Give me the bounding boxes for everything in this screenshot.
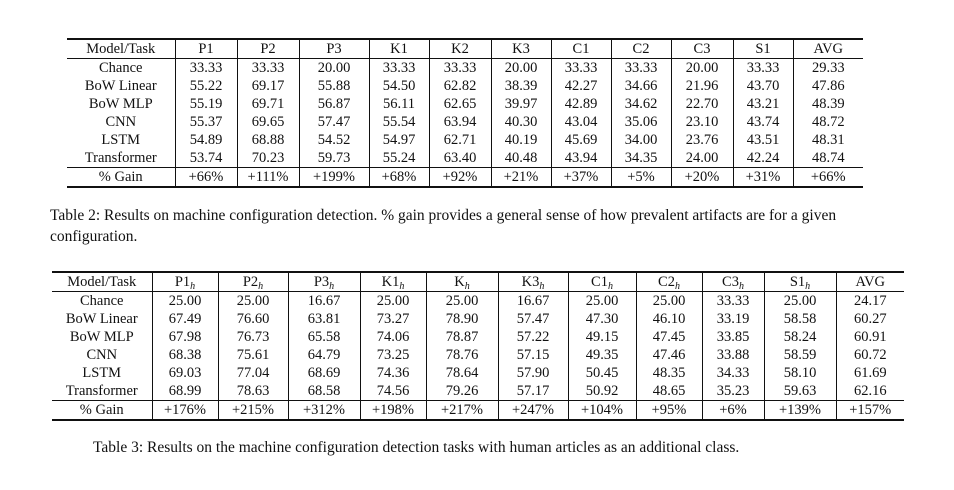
- table-cell: 46.10: [636, 310, 702, 328]
- table-cell: 39.97: [491, 95, 551, 113]
- column-header: [636, 272, 702, 292]
- table-cell: 53.74: [175, 149, 237, 168]
- column-header-subscript: h: [258, 281, 264, 292]
- table-row: [67, 95, 863, 113]
- table-cell: 25.00: [218, 292, 288, 311]
- row-label: % Gain: [67, 168, 175, 188]
- column-header: [498, 272, 568, 292]
- column-header-label: K: [454, 274, 465, 290]
- gain-cell: +198%: [360, 401, 426, 421]
- table-row: [67, 149, 863, 168]
- table-cell: 54.97: [369, 131, 429, 149]
- table-cell: 65.58: [288, 328, 360, 346]
- table-cell: 49.35: [568, 346, 636, 364]
- column-header: [152, 272, 218, 292]
- table-cell: 43.51: [733, 131, 793, 149]
- table-cell: 48.72: [793, 113, 863, 131]
- table-cell: 23.10: [671, 113, 733, 131]
- table-cell: 48.39: [793, 95, 863, 113]
- table-cell: 43.21: [733, 95, 793, 113]
- column-header-label: S1: [789, 274, 806, 290]
- table-cell: 47.45: [636, 328, 702, 346]
- table-cell: 55.54: [369, 113, 429, 131]
- row-label: CNN: [86, 347, 118, 363]
- gain-cell: +68%: [369, 168, 429, 188]
- column-header-subscript: h: [464, 281, 470, 292]
- table-cell: 67.49: [152, 310, 218, 328]
- table-row: [52, 364, 904, 382]
- table-cell: 49.15: [568, 328, 636, 346]
- table-cell: 63.40: [429, 149, 491, 168]
- table-row: [52, 382, 904, 401]
- table-cell: 43.94: [551, 149, 611, 168]
- table-cell: 48.31: [793, 131, 863, 149]
- table-cell: 42.89: [551, 95, 611, 113]
- table-cell: 68.69: [288, 364, 360, 382]
- table-cell: 59.63: [764, 382, 836, 401]
- column-header-subscript: h: [607, 281, 613, 292]
- row-label: BoW MLP: [88, 96, 153, 112]
- table-2-caption: Table 2: Results on machine configuration detection. % gain provides a general sense of how prevalent artifacts are for a given configuration.: [50, 207, 837, 245]
- gain-cell: +139%: [764, 401, 836, 421]
- table-cell: 73.27: [360, 310, 426, 328]
- table-cell: 43.70: [733, 77, 793, 95]
- table-cell: 33.33: [175, 59, 237, 78]
- table-cell: 34.66: [611, 77, 671, 95]
- table-cell: 61.69: [836, 364, 904, 382]
- table-cell: 34.00: [611, 131, 671, 149]
- row-label: Chance: [80, 293, 124, 309]
- table-cell: 50.92: [568, 382, 636, 401]
- column-header: [426, 272, 498, 292]
- table-cell: 47.86: [793, 77, 863, 95]
- gain-cell: +104%: [568, 401, 636, 421]
- table-cell: 74.06: [360, 328, 426, 346]
- column-header: [836, 272, 904, 292]
- column-header: C2: [611, 39, 671, 59]
- gain-row: [67, 168, 863, 188]
- table-cell: 57.90: [498, 364, 568, 382]
- table-cell: 58.58: [764, 310, 836, 328]
- column-header: [288, 272, 360, 292]
- row-label: Chance: [99, 60, 143, 76]
- gain-cell: +247%: [498, 401, 568, 421]
- table-cell: 40.48: [491, 149, 551, 168]
- column-header-label: C3: [722, 274, 739, 290]
- table-cell: 67.98: [152, 328, 218, 346]
- table-cell: 42.27: [551, 77, 611, 95]
- table-cell: 58.10: [764, 364, 836, 382]
- table-cell: 54.50: [369, 77, 429, 95]
- table-cell: 70.23: [237, 149, 299, 168]
- table-cell: 57.47: [498, 310, 568, 328]
- table-cell: 48.35: [636, 364, 702, 382]
- table-cell: 47.30: [568, 310, 636, 328]
- column-header-subscript: h: [805, 281, 811, 292]
- column-header: C3: [671, 39, 733, 59]
- table-cell: 48.74: [793, 149, 863, 168]
- gain-cell: +92%: [429, 168, 491, 188]
- table-row: [52, 328, 904, 346]
- gain-cell: +66%: [793, 168, 863, 188]
- table-cell: 78.64: [426, 364, 498, 382]
- table-cell: 63.94: [429, 113, 491, 131]
- table-cell: 59.73: [299, 149, 369, 168]
- table-cell: 73.25: [360, 346, 426, 364]
- gain-cell: +217%: [426, 401, 498, 421]
- table-cell: 68.38: [152, 346, 218, 364]
- gain-cell: +31%: [733, 168, 793, 188]
- table-cell: 33.33: [551, 59, 611, 78]
- gain-row: [52, 401, 904, 421]
- gain-cell: +37%: [551, 168, 611, 188]
- table-cell: 74.36: [360, 364, 426, 382]
- column-header: [360, 272, 426, 292]
- column-header-subscript: h: [539, 281, 545, 292]
- table-cell: 33.33: [702, 292, 764, 311]
- table-cell: 57.17: [498, 382, 568, 401]
- table-cell: 68.99: [152, 382, 218, 401]
- table-cell: 69.17: [237, 77, 299, 95]
- table-cell: 23.76: [671, 131, 733, 149]
- table-cell: 62.82: [429, 77, 491, 95]
- table-cell: 38.39: [491, 77, 551, 95]
- table-cell: 16.67: [498, 292, 568, 311]
- table-cell: 54.89: [175, 131, 237, 149]
- table-cell: 57.47: [299, 113, 369, 131]
- table-row: [52, 346, 904, 364]
- row-label: % Gain: [52, 401, 152, 421]
- table-cell: 33.19: [702, 310, 764, 328]
- table-cell: 25.00: [636, 292, 702, 311]
- table-cell: 78.76: [426, 346, 498, 364]
- gain-cell: +157%: [836, 401, 904, 421]
- table-cell: 43.74: [733, 113, 793, 131]
- table-row: [67, 113, 863, 131]
- table-cell: 25.00: [764, 292, 836, 311]
- gain-cell: +176%: [152, 401, 218, 421]
- table-cell: 24.17: [836, 292, 904, 311]
- table-cell: 56.87: [299, 95, 369, 113]
- table-row: [67, 131, 863, 149]
- table-cell: 63.81: [288, 310, 360, 328]
- row-label: BoW MLP: [69, 329, 134, 345]
- table-cell: 20.00: [671, 59, 733, 78]
- table-cell: 33.33: [237, 59, 299, 78]
- table-cell: 20.00: [491, 59, 551, 78]
- column-header-label: AVG: [855, 274, 886, 290]
- row-label: LSTM: [82, 365, 122, 381]
- table-cell: 78.87: [426, 328, 498, 346]
- column-header-label: K1: [381, 274, 400, 290]
- column-header: [568, 272, 636, 292]
- column-header: P1: [175, 39, 237, 59]
- row-label: BoW Linear: [65, 311, 138, 327]
- table-row: [52, 310, 904, 328]
- row-label: CNN: [105, 114, 137, 130]
- table-cell: 16.67: [288, 292, 360, 311]
- column-header: K2: [429, 39, 491, 59]
- column-header-label: Model/Task: [67, 274, 137, 290]
- row-label: Transformer: [67, 149, 175, 168]
- table-cell: 40.19: [491, 131, 551, 149]
- column-header: P2: [237, 39, 299, 59]
- table-cell: 47.46: [636, 346, 702, 364]
- table-cell: 68.58: [288, 382, 360, 401]
- table-cell: 62.65: [429, 95, 491, 113]
- column-header-label: C1: [591, 274, 608, 290]
- gain-cell: +66%: [175, 168, 237, 188]
- table-cell: 78.63: [218, 382, 288, 401]
- table-cell: 55.88: [299, 77, 369, 95]
- table-cell: 40.30: [491, 113, 551, 131]
- gain-cell: +215%: [218, 401, 288, 421]
- gain-cell: +21%: [491, 168, 551, 188]
- table-cell: 57.22: [498, 328, 568, 346]
- gain-cell: +111%: [237, 168, 299, 188]
- table-cell: 56.11: [369, 95, 429, 113]
- column-header: K1: [369, 39, 429, 59]
- table-cell: 25.00: [360, 292, 426, 311]
- gain-cell: +95%: [636, 401, 702, 421]
- table-cell: 25.00: [426, 292, 498, 311]
- table-cell: 33.85: [702, 328, 764, 346]
- table-3: [52, 271, 904, 421]
- column-header: AVG: [793, 39, 863, 59]
- table-cell: 77.04: [218, 364, 288, 382]
- table-cell: 25.00: [152, 292, 218, 311]
- table-cell: 79.26: [426, 382, 498, 401]
- column-header-label: C2: [658, 274, 675, 290]
- table-cell: 76.60: [218, 310, 288, 328]
- table-cell: 34.62: [611, 95, 671, 113]
- column-header-subscript: h: [190, 281, 196, 292]
- table-cell: 22.70: [671, 95, 733, 113]
- column-header-label: K3: [521, 274, 540, 290]
- table-cell: 45.69: [551, 131, 611, 149]
- table-cell: 62.16: [836, 382, 904, 401]
- column-header-label: P1: [174, 274, 191, 290]
- row-label: LSTM: [101, 132, 141, 148]
- table-cell: 64.79: [288, 346, 360, 364]
- table-cell: 33.33: [733, 59, 793, 78]
- table-cell: 21.96: [671, 77, 733, 95]
- table-cell: 55.22: [175, 77, 237, 95]
- table-cell: 76.73: [218, 328, 288, 346]
- table-cell: 33.33: [429, 59, 491, 78]
- column-header-subscript: h: [738, 281, 744, 292]
- table-cell: 69.65: [237, 113, 299, 131]
- table-cell: 60.72: [836, 346, 904, 364]
- table-cell: 33.88: [702, 346, 764, 364]
- table-cell: 33.33: [611, 59, 671, 78]
- row-label: Transformer: [52, 382, 152, 401]
- column-header: [218, 272, 288, 292]
- header-row: [52, 272, 904, 292]
- table-cell: 68.88: [237, 131, 299, 149]
- table-cell: 60.91: [836, 328, 904, 346]
- column-header: C1: [551, 39, 611, 59]
- table-cell: 35.06: [611, 113, 671, 131]
- table-cell: 60.27: [836, 310, 904, 328]
- column-header: S1: [733, 39, 793, 59]
- table-cell: 43.04: [551, 113, 611, 131]
- table-cell: 35.23: [702, 382, 764, 401]
- column-header: [52, 272, 152, 292]
- table-cell: 24.00: [671, 149, 733, 168]
- table-cell: 69.03: [152, 364, 218, 382]
- gain-cell: +6%: [702, 401, 764, 421]
- column-header-subscript: h: [674, 281, 680, 292]
- gain-cell: +312%: [288, 401, 360, 421]
- row-label: BoW Linear: [84, 78, 157, 94]
- column-header-label: P2: [242, 274, 259, 290]
- column-header-subscript: h: [329, 281, 335, 292]
- table-cell: 20.00: [299, 59, 369, 78]
- column-header-subscript: h: [399, 281, 405, 292]
- table-cell: 58.24: [764, 328, 836, 346]
- table-row: [67, 77, 863, 95]
- table-3-caption: Table 3: Results on the machine configuration detection tasks with human articles as an additional class.: [93, 439, 740, 456]
- table-cell: 33.33: [369, 59, 429, 78]
- table-cell: 55.24: [369, 149, 429, 168]
- table-cell: 62.71: [429, 131, 491, 149]
- column-header: P3: [299, 39, 369, 59]
- table-cell: 48.65: [636, 382, 702, 401]
- table-cell: 78.90: [426, 310, 498, 328]
- column-header-label: P3: [313, 274, 330, 290]
- table-cell: 42.24: [733, 149, 793, 168]
- table-cell: 69.71: [237, 95, 299, 113]
- column-header: K3: [491, 39, 551, 59]
- gain-cell: +199%: [299, 168, 369, 188]
- table-row: [67, 59, 863, 78]
- table-cell: 75.61: [218, 346, 288, 364]
- table-row: [52, 292, 904, 311]
- gain-cell: +20%: [671, 168, 733, 188]
- table-cell: 74.56: [360, 382, 426, 401]
- table-cell: 34.35: [611, 149, 671, 168]
- gain-cell: +5%: [611, 168, 671, 188]
- table-cell: 50.45: [568, 364, 636, 382]
- table-cell: 29.33: [793, 59, 863, 78]
- table-cell: 57.15: [498, 346, 568, 364]
- column-header: [702, 272, 764, 292]
- table-cell: 58.59: [764, 346, 836, 364]
- table-cell: 25.00: [568, 292, 636, 311]
- header-row: [67, 39, 863, 59]
- column-header: [764, 272, 836, 292]
- table-2: [67, 38, 863, 188]
- table-cell: 34.33: [702, 364, 764, 382]
- table-cell: 55.19: [175, 95, 237, 113]
- column-header: Model/Task: [67, 39, 175, 59]
- table-cell: 55.37: [175, 113, 237, 131]
- table-cell: 54.52: [299, 131, 369, 149]
